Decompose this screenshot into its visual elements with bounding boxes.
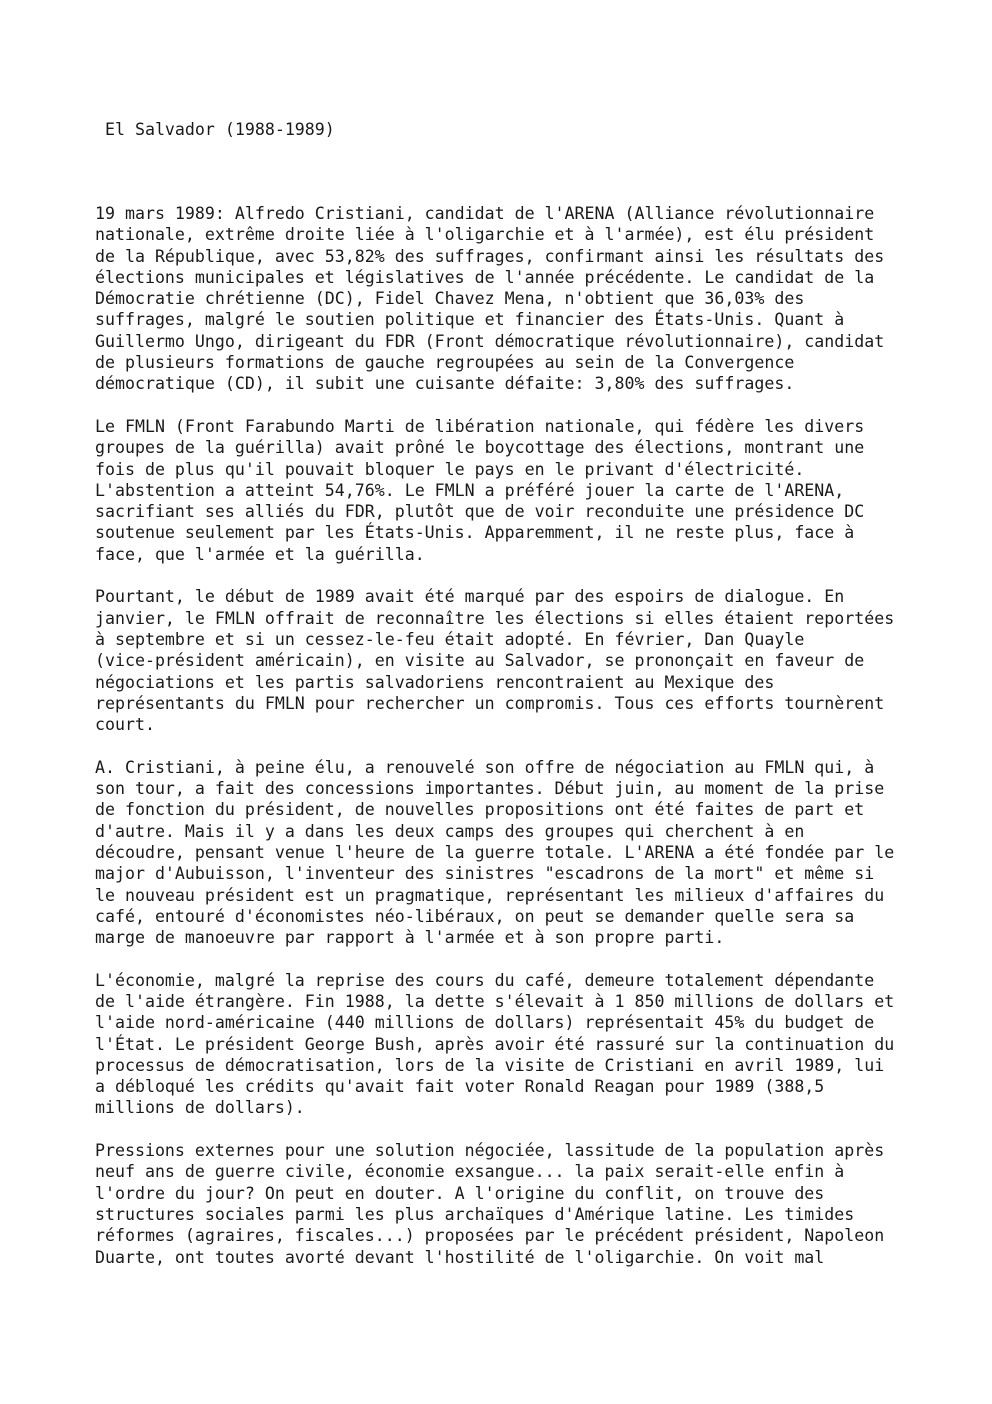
text-line: de fonction du président, de nouvelles propositions ont été faites de part et bbox=[95, 800, 865, 820]
text-line: de la République, avec 53,82% des suffrages, confirmant ainsi les résultats des bbox=[95, 246, 885, 266]
paragraph bbox=[95, 203, 955, 395]
text-line: L'économie, malgré la reprise des cours du café, demeure totalement dépendante bbox=[95, 970, 875, 990]
text-line: Démocratie chrétienne (DC), Fidel Chavez Mena, n'obtient que 36,03% des bbox=[95, 289, 805, 309]
text-line: à septembre et si un cessez-le-feu était adopté. En février, Dan Quayle bbox=[95, 629, 805, 649]
text-line: A. Cristiani, à peine élu, a renouvelé son offre de négociation au FMLN qui, à bbox=[95, 757, 875, 777]
text-line: réformes (agraires, fiscales...) proposées par le précédent président, Napoleon bbox=[95, 1226, 885, 1246]
text-line: l'État. Le président George Bush, après avoir été rassuré sur la continuation du bbox=[95, 1034, 895, 1054]
text-line: court. bbox=[95, 715, 155, 735]
text-line: millions de dollars). bbox=[95, 1098, 305, 1118]
text-line: café, entouré d'économistes néo-libéraux, on peut se demander quelle sera sa bbox=[95, 906, 855, 926]
text-line: négociations et les partis salvadoriens rencontraient au Mexique des bbox=[95, 672, 775, 692]
paragraph bbox=[95, 1140, 955, 1268]
text-line: suffrages, malgré le soutien politique et financier des États-Unis. Quant à bbox=[95, 310, 845, 330]
text-line: son tour, a fait des concessions importantes. Début juin, au moment de la prise bbox=[95, 779, 885, 799]
text-line: le nouveau président est un pragmatique, représentant les milieux d'affaires du bbox=[95, 885, 885, 905]
text-line: découdre, pensant venue l'heure de la guerre totale. L'ARENA a été fondée par le bbox=[95, 842, 895, 862]
text-line: 19 mars 1989: Alfredo Cristiani, candidat de l'ARENA (Alliance révolutionnaire bbox=[95, 204, 875, 223]
text-line: neuf ans de guerre civile, économie exsangue... la paix serait-elle enfin à bbox=[95, 1162, 845, 1182]
paragraph bbox=[95, 416, 955, 565]
text-line: sacrifiant ses alliés du FDR, plutôt que de voir reconduite une présidence DC bbox=[95, 502, 865, 522]
document-body bbox=[95, 203, 955, 1289]
text-line: de plusieurs formations de gauche regroupées au sein de la Convergence bbox=[95, 353, 795, 373]
text-line: soutenue seulement par les États-Unis. Apparemment, il ne reste plus, face à bbox=[95, 523, 855, 543]
text-line: structures sociales parmi les plus archaïques d'Amérique latine. Les timides bbox=[95, 1204, 855, 1224]
text-line: Pourtant, le début de 1989 avait été marqué par des espoirs de dialogue. En bbox=[95, 587, 845, 607]
text-line: marge de manoeuvre par rapport à l'armée et à son propre parti. bbox=[95, 928, 725, 948]
text-line: l'ordre du jour? On peut en douter. A l'origine du conflit, on trouve des bbox=[95, 1183, 825, 1203]
text-line: Pressions externes pour une solution négociée, lassitude de la population après bbox=[95, 1141, 885, 1161]
text-line: (vice-président américain), en visite au Salvador, se prononçait en faveur de bbox=[95, 651, 865, 671]
text-line: L'abstention a atteint 54,76%. Le FMLN a préféré jouer la carte de l'ARENA, bbox=[95, 480, 845, 500]
text-line: groupes de la guérilla) avait prôné le boycottage des élections, montrant une bbox=[95, 438, 865, 458]
paragraph bbox=[95, 586, 955, 735]
text-line: Guillermo Ungo, dirigeant du FDR (Front démocratique révolutionnaire), candidat bbox=[95, 331, 885, 351]
paragraph bbox=[95, 757, 955, 949]
text-line: d'autre. Mais il y a dans les deux camps des groupes qui cherchent à en bbox=[95, 821, 805, 841]
text-line: fois de plus qu'il pouvait bloquer le pays en le privant d'électricité. bbox=[95, 459, 805, 479]
text-line: démocratique (CD), il subit une cuisante défaite: 3,80% des suffrages. bbox=[95, 374, 795, 394]
text-line: représentants du FMLN pour rechercher un compromis. Tous ces efforts tournèrent bbox=[95, 693, 885, 713]
paragraph bbox=[95, 970, 955, 1119]
text-line: de l'aide étrangère. Fin 1988, la dette s'élevait à 1 850 millions de dollars et bbox=[95, 991, 895, 1011]
text-line: janvier, le FMLN offrait de reconnaître les élections si elles étaient reportées bbox=[95, 608, 895, 628]
document-title: El Salvador (1988-1989) bbox=[95, 120, 335, 139]
text-line: élections municipales et législatives de l'année précédente. Le candidat de la bbox=[95, 267, 875, 287]
text-line: processus de démocratisation, lors de la visite de Cristiani en avril 1989, lui bbox=[95, 1055, 885, 1075]
text-line: a débloqué les crédits qu'avait fait voter Ronald Reagan pour 1989 (388,5 bbox=[95, 1077, 825, 1097]
text-line: l'aide nord-américaine (440 millions de dollars) représentait 45% du budget de bbox=[95, 1013, 875, 1033]
text-line: Le FMLN (Front Farabundo Marti de libération nationale, qui fédère les divers bbox=[95, 416, 865, 436]
text-line: face, que l'armée et la guérilla. bbox=[95, 544, 425, 564]
text-line: major d'Aubuisson, l'inventeur des sinistres "escadrons de la mort" et même si bbox=[95, 864, 875, 884]
text-line: Duarte, ont toutes avorté devant l'hostilité de l'oligarchie. On voit mal bbox=[95, 1247, 825, 1267]
text-line: nationale, extrême droite liée à l'oligarchie et à l'armée), est élu président bbox=[95, 225, 875, 245]
